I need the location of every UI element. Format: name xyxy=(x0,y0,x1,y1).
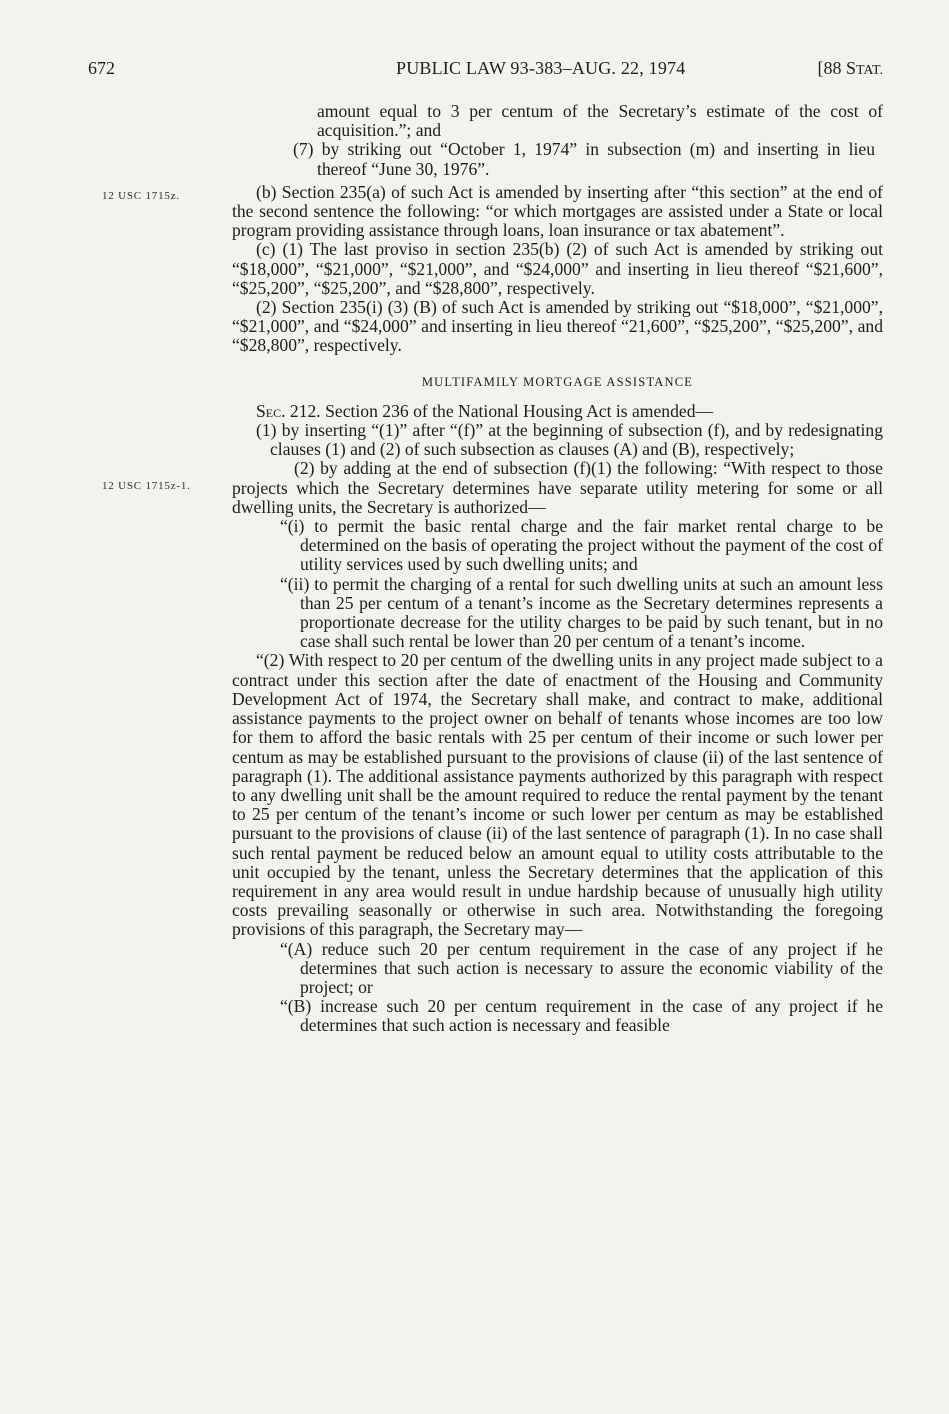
paragraph-b: (b) Section 235(a) of such Act is amended by inserting after “this section” at the end of the second sentence the following: “or which mortgages are assisted under a State or local program providing assistance through loans, loan insurance or tax abatement”. xyxy=(232,181,883,241)
clause-B: “(B) increase such 20 per centum requirement in the case of any project if he determines that such action is necessary and feasible xyxy=(280,996,883,1036)
running-title: PUBLIC LAW 93-383–AUG. 22, 1974 xyxy=(396,58,686,78)
clause-i: “(i) to permit the basic rental charge and the fair market rental charge to be determined on the basis of operating the project without the payment of the cost of utility services used by such dwelling units; and xyxy=(280,516,883,575)
page-header xyxy=(88,58,883,84)
clause-A: “(A) reduce such 20 per centum requirement in the case of any project if he determines that such action is necessary to assure the economic viability of the project; or xyxy=(280,938,883,997)
paragraph-clause-7: (7) by striking out “October 1, 1974” in subsection (m) and inserting in lieu thereof “June 30, 1976”. xyxy=(293,139,875,179)
clause-ii: “(ii) to permit the charging of a rental for such dwelling units at such an amount less than 25 per centum of a tenant’s income as the Secretary determines represents a proportionate decrease for the utility charges to be paid by such tenant, but in no case shall such rental be lower than 20 per centum of a tenant’s income. xyxy=(280,573,883,652)
paragraph-c1: (c) (1) The last proviso in section 235(b) (2) of such Act is amended by striking out “$18,000”, “$21,000”, “$21,000”, and “$24,000” and inserting in lieu thereof “$21,600”, “$25,200”, “$25,200”, and “$28,800”, respectively. xyxy=(232,239,883,298)
clause-1: (1) by inserting “(1)” after “(f)” at the beginning of subsection (f), and by redesignating clauses (1) and (2) of such subsection as clauses (A) and (B), respectively; xyxy=(256,420,883,460)
volume-prefix: [88 S xyxy=(817,58,856,78)
section-heading: MULTIFAMILY MORTGAGE ASSISTANCE xyxy=(421,374,694,389)
body-text xyxy=(232,102,883,1036)
section-label: Sec. 212. xyxy=(256,400,321,421)
paragraph-c2: (2) Section 235(i) (3) (B) of such Act is amended by striking out “$18,000”, “$21,000”, “$21,000”, and “$24,000” and inserting in lieu thereof “21,600”, “$25,200”, “$25,200”, and “$28,800”, respectively. xyxy=(232,297,883,356)
page-number: 672 xyxy=(88,58,115,78)
margin-note-usc-1715z-1: 12 USC 1715z-1. xyxy=(102,480,191,492)
volume-suffix: TAT. xyxy=(855,63,883,78)
section-212-intro xyxy=(232,402,883,421)
margin-note-usc-1715z: 12 USC 1715z. xyxy=(102,190,180,202)
paragraph-2: “(2) With respect to 20 per centum of the dwelling units in any project made subject to a contract under this section after the date of enactment of the Housing and Community Development Act of 1974, the Secretary shall make, and contract to make, additional assistance payments to the project owner on behalf of tenants whose incomes are too low for them to afford the basic rentals with 25 per centum of their income or such lower per centum as may be established pursuant to the provisions of clause (ii) of the last sentence of paragraph (1). The additional assistance payments authorized by this paragraph with respect to any dwelling unit shall be the amount required to reduce the rental payment by the tenant to 25 per centum of the tenant’s income or such lower per centum as may be established pursuant to the provisions of clause (ii) of the last sentence of paragraph (1). In no case shall such rental payment be reduced below an amount equal to utility costs attributable to the unit occupied by the tenant, unless the Secretary determines that the application of this requirement in any area would result in undue hardship because of unusually high utility costs prevailing seasonally or otherwise in such area. Notwithstanding the foregoing provisions of this paragraph, the Secretary may— xyxy=(232,650,883,940)
section-212-text: Section 236 of the National Housing Act is amended— xyxy=(325,400,714,421)
paragraph-continuation: amount equal to 3 per centum of the Secretary’s estimate of the cost of acquisition.”; and xyxy=(317,101,883,141)
clause-2: (2) by adding at the end of subsection (f)(1) the following: “With respect to those projects which the Secretary determines have separate utility metering for some or all dwelling units, the Secretary is authorized— xyxy=(232,458,883,517)
volume-reference xyxy=(817,58,883,79)
